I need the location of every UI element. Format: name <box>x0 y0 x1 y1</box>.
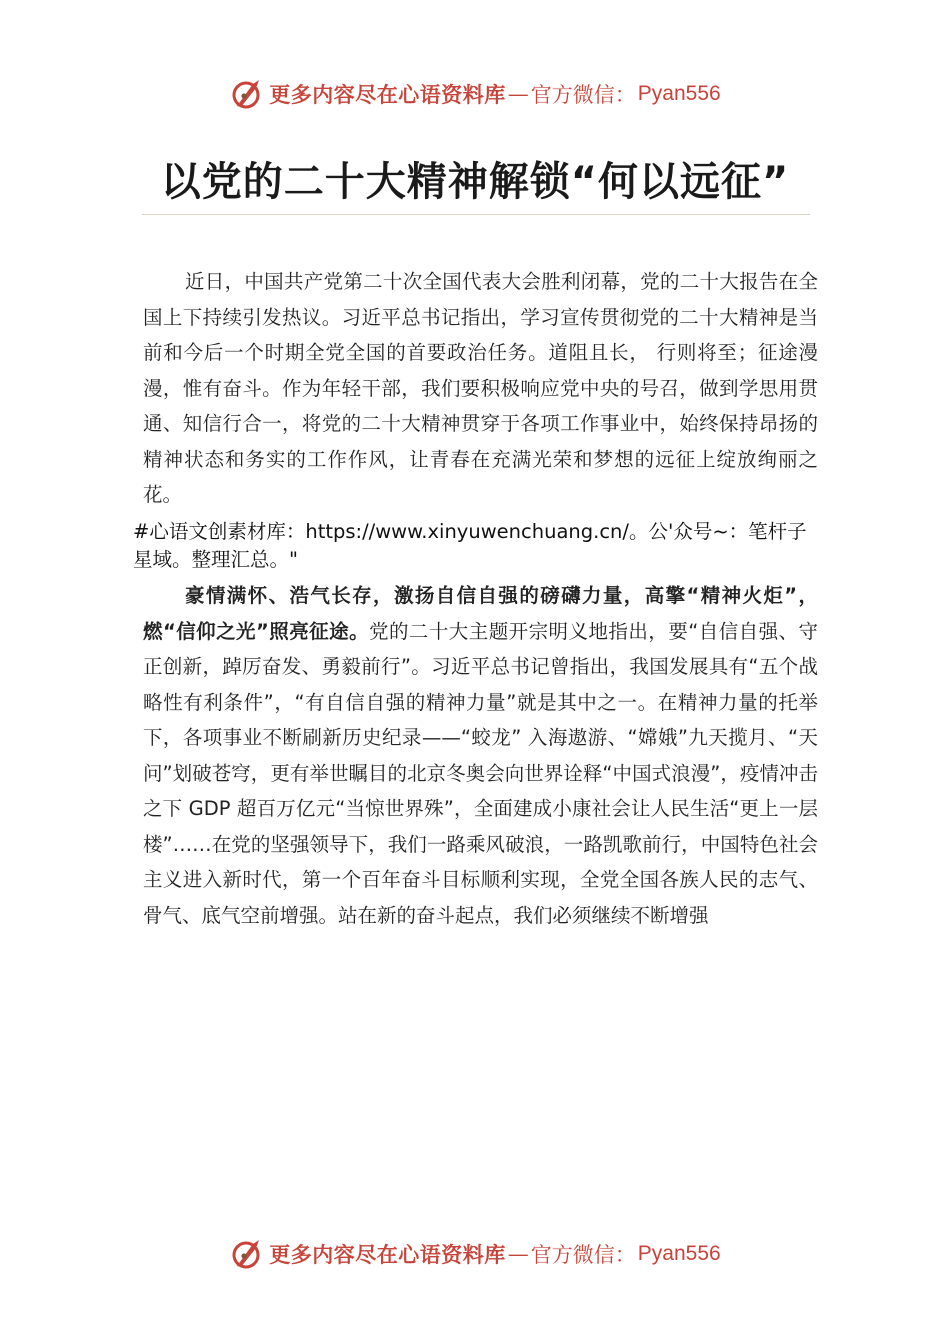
header-banner <box>0 74 950 114</box>
title-divider <box>142 214 810 215</box>
footer-wechat-id: Pyan556 <box>637 1242 721 1265</box>
banner-dash: — <box>507 82 529 106</box>
footer-banner-dash: — <box>507 1242 529 1266</box>
page-title: 以党的二十大精神解锁“何以远征” <box>160 159 790 205</box>
paragraph-2-body: 党的二十大主题开宗明义地指出，要“自信自强、守正创新，踔厉奋发、勇毅前行”。习近平总书记曾指出，我国发展具有“五个战略性有利条件”，“有自信自强的精神力量”就是其中之一。在精神力量的托举下，各项事业不断刷新历史纪录——“蛟龙” 入海遨游、“嫦娥”九天揽月、“天问”划破苍穹，更有举世瞩目的北京冬奥会向世界诠释“中国式浪漫”，疫情冲击之下 GDP 超百万亿元“当惊世界殊”，全面建成小康社会让人民生活“更上一层楼”……在党的坚强领导下，我们一路乘风破浪，一路凯歌前行，中国特色社会主义进入新时代，第一个百年奋斗目标顺利实现，全党全国各族人民的志气、骨气、底气空前增强。站在新的奋斗起点，我们必须继续不断增强 <box>143 619 818 927</box>
footer-site-slogan: 更多内容尽在心语资料库 <box>269 1242 506 1267</box>
source-note: #心语文创素材库：https://www.xinyuwenchuang.cn/。公'众号~：笔杆子星域。整理汇总。" <box>133 520 807 571</box>
site-slogan: 更多内容尽在心语资料库 <box>269 82 506 107</box>
wechat-label: 官方微信： <box>530 83 636 107</box>
footer-banner <box>0 1234 950 1274</box>
quill-logo-icon <box>229 1236 265 1272</box>
body-paragraph-2 <box>143 578 818 933</box>
quill-logo-icon <box>229 76 265 112</box>
paragraph-2-lead: 豪情满怀、浩气长存，激扬自信自强的磅礴力量，高擎“精神火炬”，燃“信仰之光”照亮征途。 <box>143 584 818 643</box>
body-paragraph-1: 近日，中国共产党第二十次全国代表大会胜利闭幕，党的二十大报告在全国上下持续引发热议。习近平总书记指出，学习宣传贯彻党的二十大精神是当前和今后一个时期全党全国的首要政治任务。道阻且长， 行则将至；征途漫漫，惟有奋斗。作为年轻干部，我们要积极响应党中央的号召，做到学思用贯通、知信行合一，将党的二十大精神贯穿于各项工作事业中，始终保持昂扬的精神状态和务实的工作作风，让青春在充满光荣和梦想的远征上绽放绚丽之花。 <box>143 270 818 506</box>
wechat-id: Pyan556 <box>637 82 721 105</box>
footer-wechat-label: 官方微信： <box>530 1243 636 1267</box>
